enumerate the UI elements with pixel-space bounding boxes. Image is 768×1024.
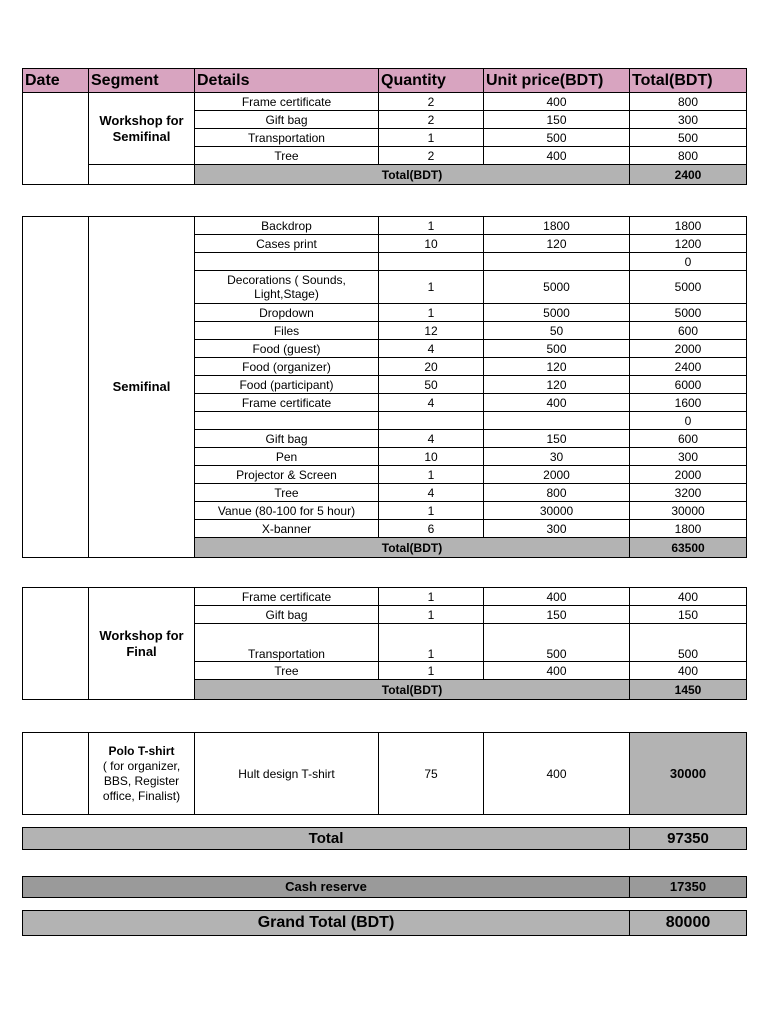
total-cell: 500 <box>630 624 747 662</box>
header-segment: Segment <box>89 69 195 93</box>
unit-cell: 150 <box>484 111 630 129</box>
cash-reserve-label: Cash reserve <box>23 877 630 898</box>
unit-cell: 400 <box>484 394 630 412</box>
details-cell: Food (participant) <box>195 376 379 394</box>
details-cell: Projector & Screen <box>195 466 379 484</box>
unit-cell <box>484 253 630 271</box>
total-cell: 600 <box>630 322 747 340</box>
details-cell: Dropdown <box>195 304 379 322</box>
qty-cell: 1 <box>379 271 484 304</box>
qty-cell: 10 <box>379 235 484 253</box>
date-cell <box>23 93 89 185</box>
qty-cell: 1 <box>379 606 484 624</box>
total-cell: 1800 <box>630 520 747 538</box>
date-cell <box>23 733 89 815</box>
details-cell: Tree <box>195 662 379 680</box>
total-row <box>23 828 747 850</box>
total-cell: 0 <box>630 412 747 430</box>
qty-cell: 10 <box>379 448 484 466</box>
total-cell: 800 <box>630 93 747 111</box>
date-cell <box>23 217 89 558</box>
segment-cell: Workshop for Semifinal <box>89 93 195 165</box>
details-cell: Food (organizer) <box>195 358 379 376</box>
total-cell: 150 <box>630 606 747 624</box>
polo-title: Polo T-shirt <box>108 743 175 758</box>
total-cell: 2000 <box>630 466 747 484</box>
unit-cell: 400 <box>484 588 630 606</box>
header-details: Details <box>195 69 379 93</box>
total-cell: 1200 <box>630 235 747 253</box>
unit-cell: 500 <box>484 129 630 147</box>
unit-cell: 150 <box>484 430 630 448</box>
qty-cell: 4 <box>379 340 484 358</box>
details-cell: Frame certificate <box>195 93 379 111</box>
total-cell: 300 <box>630 448 747 466</box>
grand-total-row <box>23 911 747 936</box>
details-cell: Tree <box>195 147 379 165</box>
header-date: Date <box>23 69 89 93</box>
subtotal-row <box>23 165 747 185</box>
details-cell: Gift bag <box>195 430 379 448</box>
total-cell: 1600 <box>630 394 747 412</box>
subtotal-value: 63500 <box>630 538 747 558</box>
details-cell: Gift bag <box>195 606 379 624</box>
total-cell: 600 <box>630 430 747 448</box>
details-cell: Files <box>195 322 379 340</box>
unit-cell: 5000 <box>484 304 630 322</box>
unit-cell: 120 <box>484 235 630 253</box>
details-cell <box>195 253 379 271</box>
total-cell: 5000 <box>630 271 747 304</box>
header-unit-price: Unit price(BDT) <box>484 69 630 93</box>
qty-cell: 1 <box>379 304 484 322</box>
details-cell: Hult design T-shirt <box>195 733 379 815</box>
total-cell: 300 <box>630 111 747 129</box>
polo-table <box>22 732 747 815</box>
segment-cell: Workshop for Final <box>89 588 195 700</box>
details-cell: Vanue (80-100 for 5 hour) <box>195 502 379 520</box>
total-cell: 6000 <box>630 376 747 394</box>
header-row <box>23 69 747 93</box>
unit-cell: 400 <box>484 733 630 815</box>
table-row <box>23 733 747 815</box>
total-cell: 5000 <box>630 304 747 322</box>
details-cell: Gift bag <box>195 111 379 129</box>
total-cell: 400 <box>630 662 747 680</box>
unit-cell: 1800 <box>484 217 630 235</box>
cash-reserve-table <box>22 876 747 898</box>
unit-cell: 5000 <box>484 271 630 304</box>
unit-cell: 30000 <box>484 502 630 520</box>
subtotal-label: Total(BDT) <box>195 680 630 700</box>
unit-cell: 400 <box>484 93 630 111</box>
qty-cell: 1 <box>379 662 484 680</box>
details-cell: Food (guest) <box>195 340 379 358</box>
grand-total-table <box>22 910 747 936</box>
subtotal-value: 1450 <box>630 680 747 700</box>
details-cell: Transportation <box>195 129 379 147</box>
workshop-final-table <box>22 587 747 700</box>
qty-cell: 50 <box>379 376 484 394</box>
workshop-semifinal-table <box>22 68 747 185</box>
segment-cell <box>89 733 195 815</box>
unit-cell: 500 <box>484 624 630 662</box>
subtotal-value: 2400 <box>630 165 747 185</box>
qty-cell: 4 <box>379 484 484 502</box>
unit-cell: 120 <box>484 376 630 394</box>
cash-reserve-row <box>23 877 747 898</box>
total-table <box>22 827 747 850</box>
cash-reserve-value: 17350 <box>630 877 747 898</box>
total-cell: 400 <box>630 588 747 606</box>
details-cell: Transportation <box>195 624 379 662</box>
details-cell: Pen <box>195 448 379 466</box>
polo-note: ( for organizer, BBS, Register office, Finalist) <box>102 758 181 803</box>
details-cell: Cases print <box>195 235 379 253</box>
qty-cell: 1 <box>379 129 484 147</box>
unit-cell: 300 <box>484 520 630 538</box>
total-cell: 3200 <box>630 484 747 502</box>
details-cell: Frame certificate <box>195 394 379 412</box>
details-cell <box>195 412 379 430</box>
total-cell: 1800 <box>630 217 747 235</box>
qty-cell: 6 <box>379 520 484 538</box>
total-value: 97350 <box>630 828 747 850</box>
table-row <box>23 588 747 606</box>
unit-cell: 400 <box>484 147 630 165</box>
unit-cell: 500 <box>484 340 630 358</box>
qty-cell: 1 <box>379 624 484 662</box>
details-cell: Backdrop <box>195 217 379 235</box>
unit-cell: 400 <box>484 662 630 680</box>
total-cell: 30000 <box>630 502 747 520</box>
header-quantity: Quantity <box>379 69 484 93</box>
qty-cell: 2 <box>379 93 484 111</box>
details-cell: Tree <box>195 484 379 502</box>
segment-cell-empty <box>89 165 195 185</box>
details-cell: Decorations ( Sounds, Light,Stage) <box>195 271 379 304</box>
details-cell: Frame certificate <box>195 588 379 606</box>
table-row <box>23 217 747 235</box>
qty-cell <box>379 412 484 430</box>
total-cell: 500 <box>630 129 747 147</box>
unit-cell: 800 <box>484 484 630 502</box>
qty-cell: 4 <box>379 430 484 448</box>
unit-cell: 30 <box>484 448 630 466</box>
qty-cell: 1 <box>379 588 484 606</box>
details-cell: X-banner <box>195 520 379 538</box>
qty-cell: 2 <box>379 111 484 129</box>
date-cell <box>23 588 89 700</box>
subtotal-label: Total(BDT) <box>195 165 630 185</box>
qty-cell: 12 <box>379 322 484 340</box>
qty-cell <box>379 253 484 271</box>
total-cell: 2400 <box>630 358 747 376</box>
semifinal-table <box>22 216 747 558</box>
unit-cell: 150 <box>484 606 630 624</box>
unit-cell: 50 <box>484 322 630 340</box>
total-label: Total <box>23 828 630 850</box>
unit-cell: 120 <box>484 358 630 376</box>
unit-cell <box>484 412 630 430</box>
segment-cell: Semifinal <box>89 217 195 558</box>
header-total: Total(BDT) <box>630 69 747 93</box>
grand-total-label: Grand Total (BDT) <box>23 911 630 936</box>
table-row <box>23 93 747 111</box>
subtotal-label: Total(BDT) <box>195 538 630 558</box>
grand-total-value: 80000 <box>630 911 747 936</box>
total-cell: 2000 <box>630 340 747 358</box>
total-cell: 0 <box>630 253 747 271</box>
qty-cell: 1 <box>379 217 484 235</box>
total-cell: 30000 <box>630 733 747 815</box>
unit-cell: 2000 <box>484 466 630 484</box>
qty-cell: 1 <box>379 502 484 520</box>
qty-cell: 75 <box>379 733 484 815</box>
qty-cell: 2 <box>379 147 484 165</box>
qty-cell: 20 <box>379 358 484 376</box>
total-cell: 800 <box>630 147 747 165</box>
qty-cell: 1 <box>379 466 484 484</box>
qty-cell: 4 <box>379 394 484 412</box>
